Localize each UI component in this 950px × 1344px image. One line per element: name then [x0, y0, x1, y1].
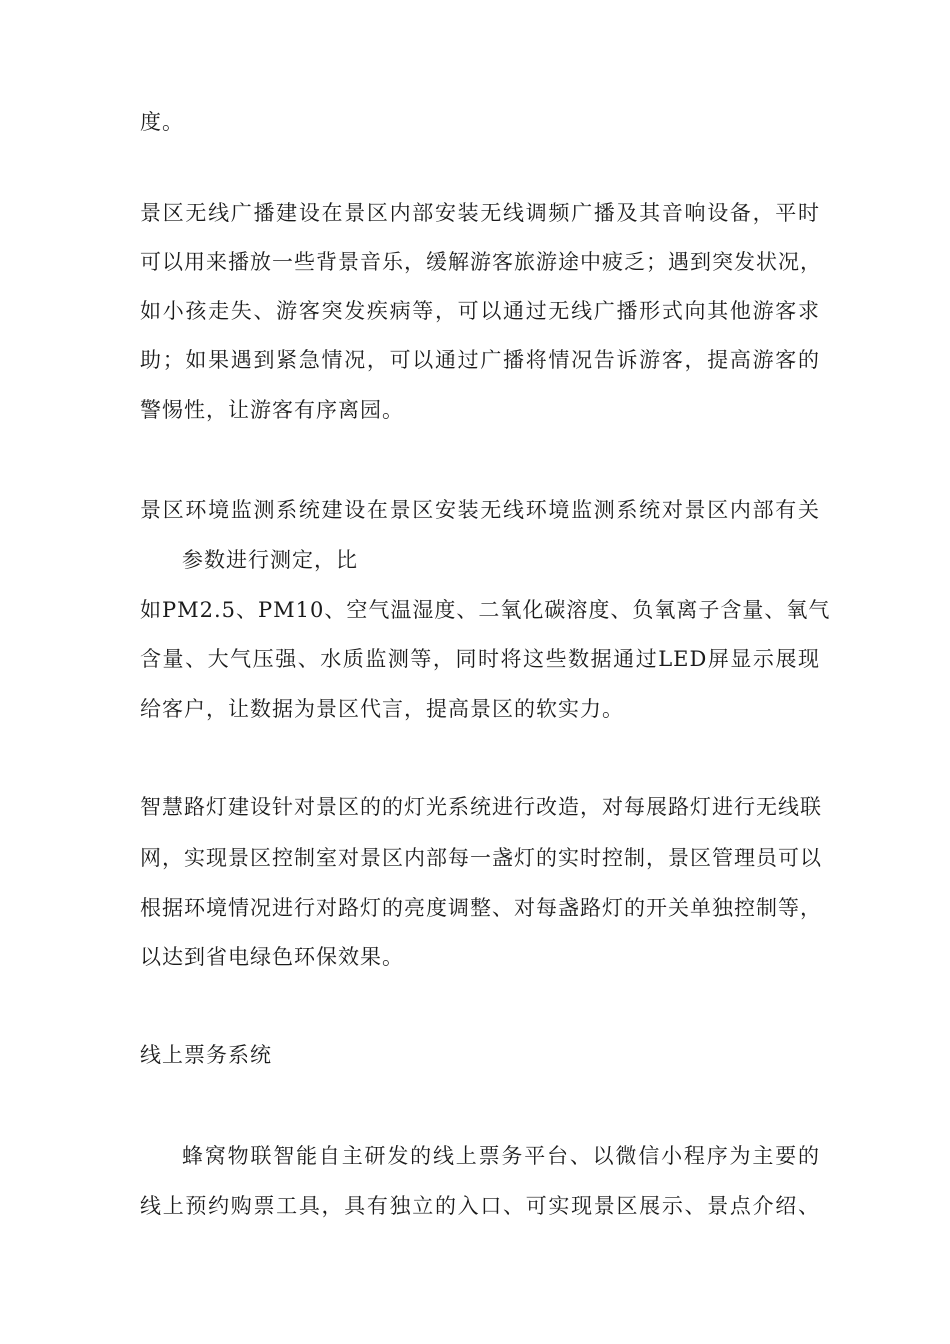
paragraph-line: 如PM2.5、PM10、空气温湿度、二氧化碳溶度、负氧离子含量、氧气 [140, 598, 831, 622]
paragraph-line: 给客户，让数据为景区代言，提高景区的软实力。 [140, 697, 624, 721]
paragraph-line: 智慧路灯建设针对景区的的灯光系统进行改造，对每展路灯进行无线联 [140, 795, 822, 819]
paragraph-line: 景区无线广播建设在景区内部安装无线调频广播及其音响设备，平时 [140, 201, 820, 225]
paragraph-line: 以达到省电绿色环保效果。 [140, 945, 404, 969]
paragraph-line: 网，实现景区控制室对景区内部每一盏灯的实时控制，景区管理员可以 [140, 846, 822, 870]
section-heading: 线上票务系统 [140, 1043, 272, 1067]
paragraph-line: 根据环境情况进行对路灯的亮度调整、对每盏路灯的开关单独控制等， [140, 896, 822, 920]
paragraph-line: 警惕性，让游客有序离园。 [140, 398, 404, 422]
paragraph-line: 线上预约购票工具，具有独立的入口、可实现景区展示、景点介绍、 [140, 1194, 820, 1218]
paragraph-line: 景区环境监测系统建设在景区安装无线环境监测系统对景区内部有关 [140, 498, 820, 522]
paragraph-line: 助；如果遇到紧急情况，可以通过广播将情况告诉游客，提高游客的 [140, 348, 820, 372]
paragraph-line: 可以用来播放一些背景音乐，缓解游客旅游途中疲乏；遇到突发状况， [140, 250, 822, 274]
paragraph-line: 如小孩走失、游客突发疾病等，可以通过无线广播形式向其他游客求 [140, 299, 820, 323]
paragraph-line: 蜂窝物联智能自主研发的线上票务平台、以微信小程序为主要的 [182, 1144, 820, 1168]
paragraph-line: 参数进行测定，比 [182, 548, 358, 572]
paragraph-line: 含量、大气压强、水质监测等，同时将这些数据通过LED屏显示展现 [140, 647, 820, 671]
paragraph-line: 度。 [140, 110, 184, 134]
